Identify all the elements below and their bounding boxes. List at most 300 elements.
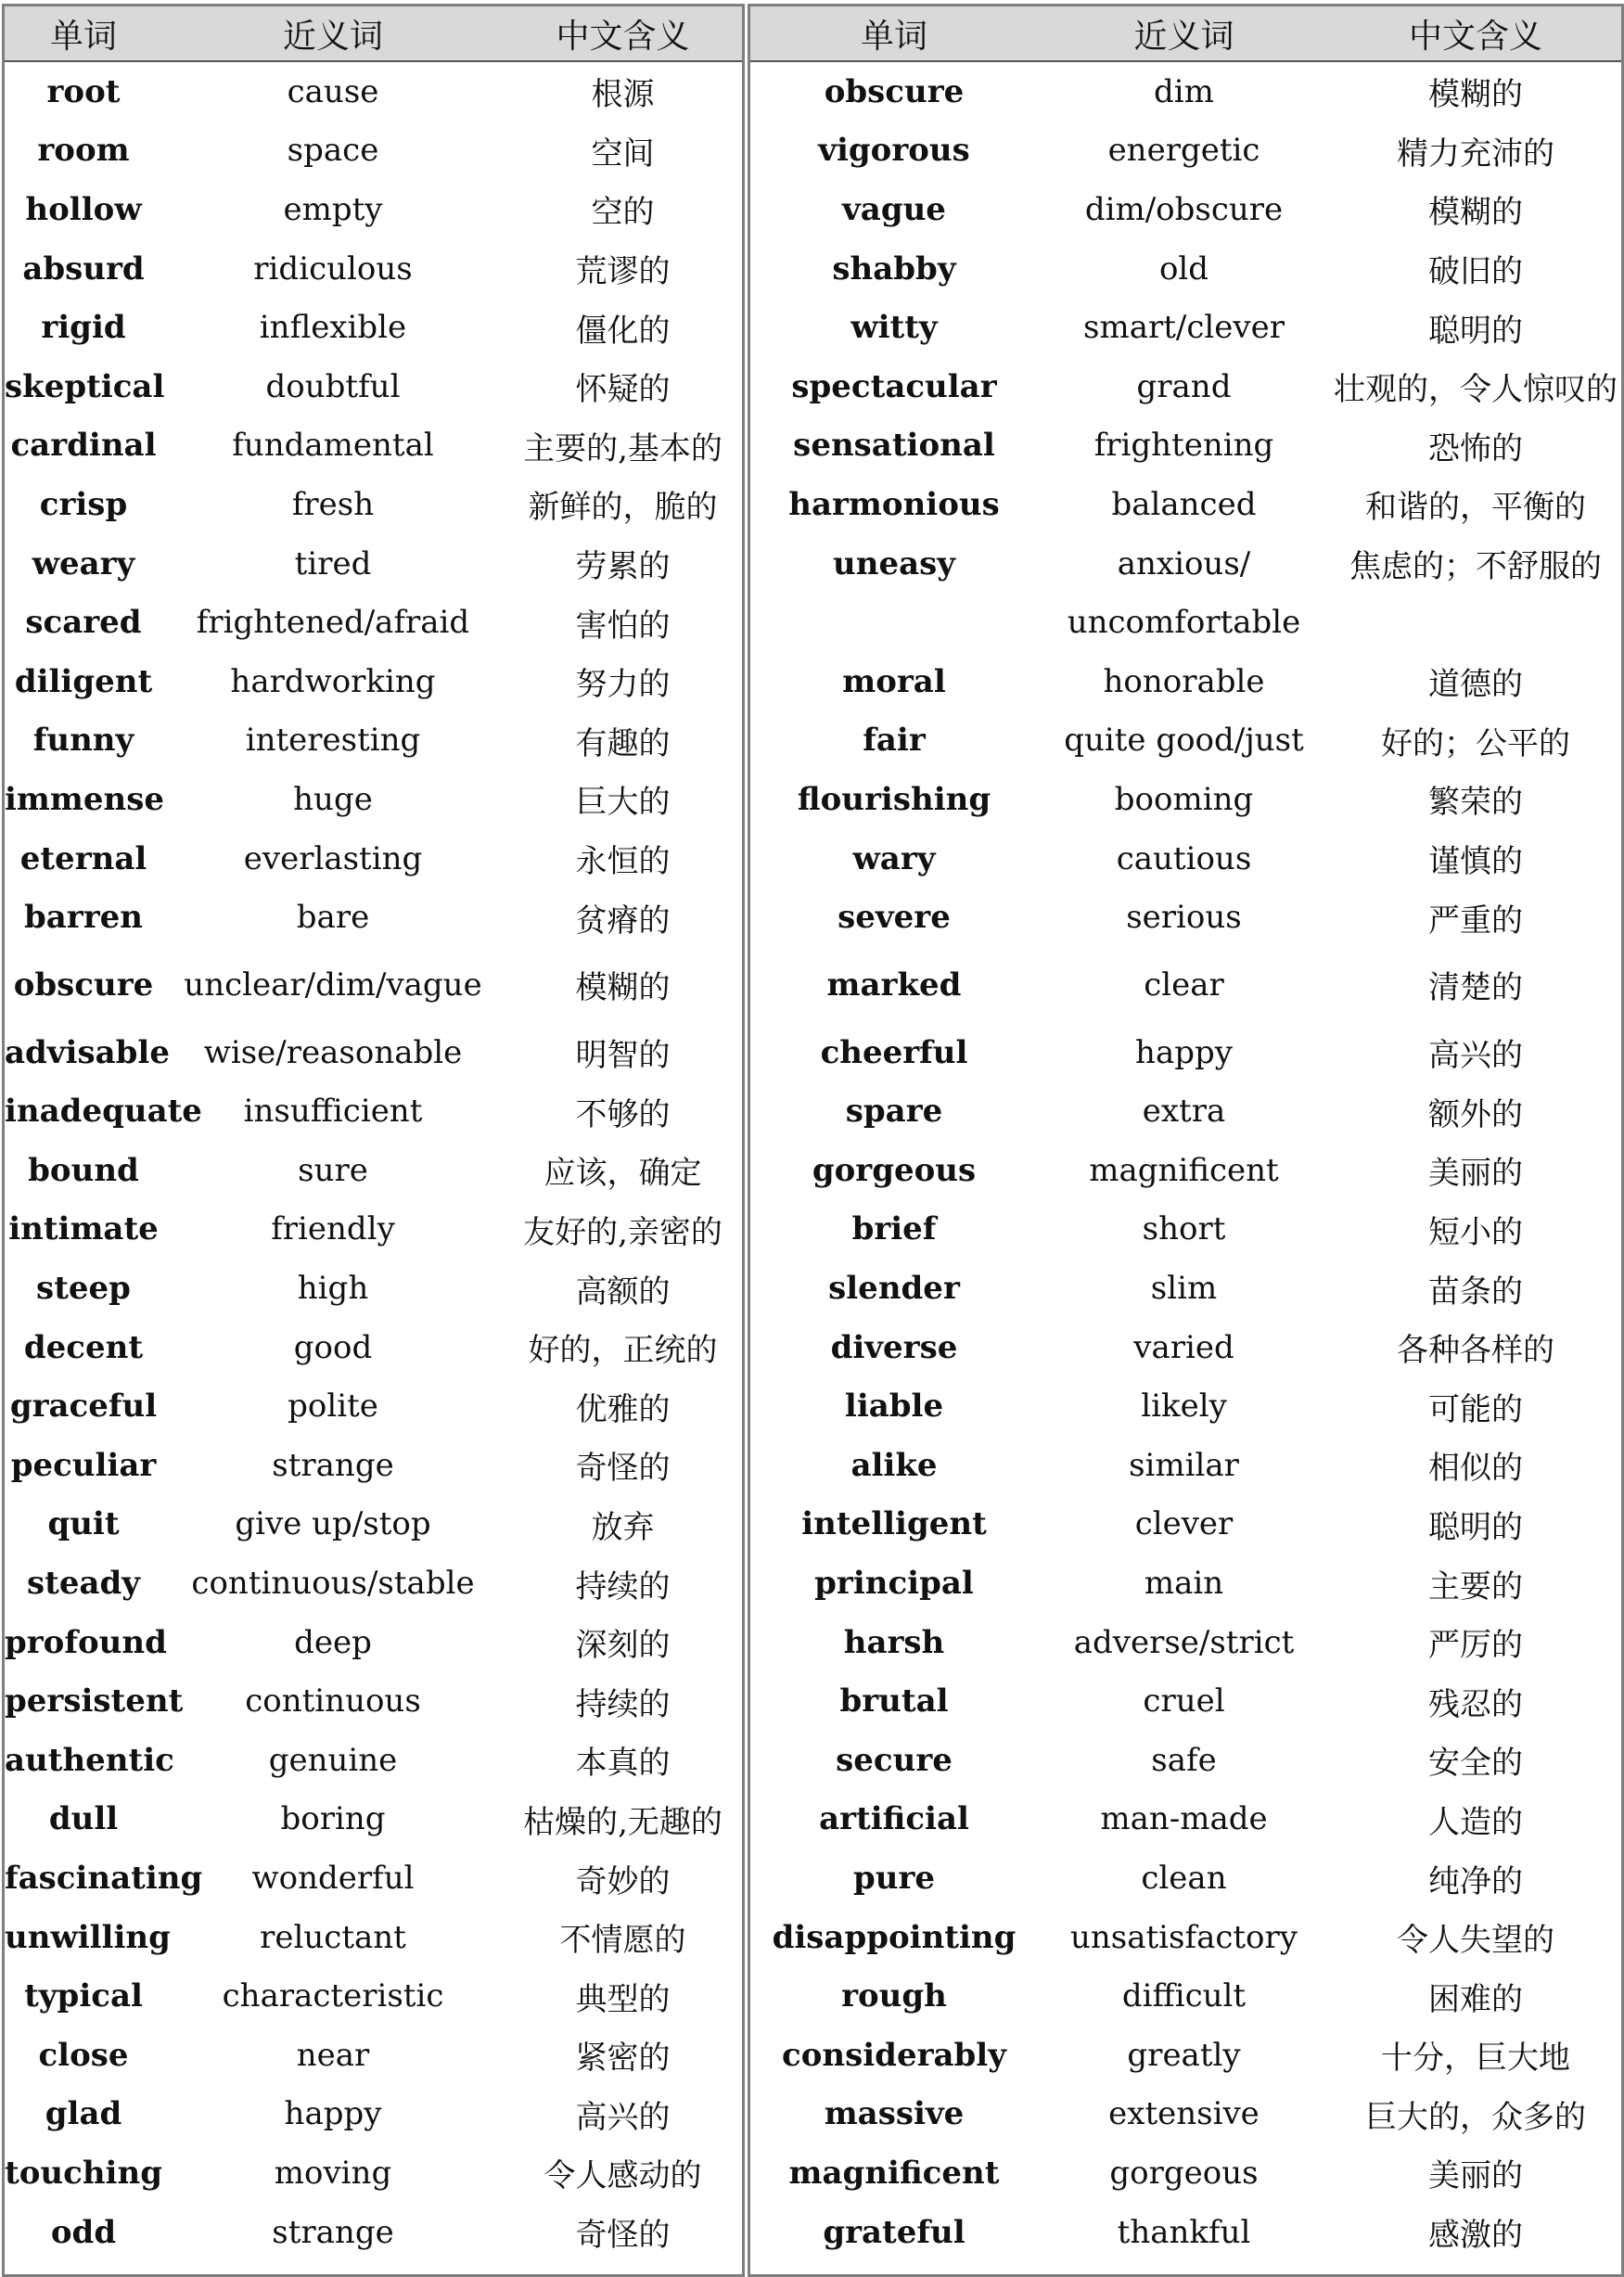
table-row — [5, 1731, 742, 1790]
meaning-cell: 努力的 — [575, 666, 671, 704]
table-row — [750, 1376, 1621, 1436]
meaning-cell: 应该，确定 — [543, 1155, 702, 1193]
meaning-cell: 新鲜的，脆的 — [528, 489, 718, 527]
synonym-cell: empty — [283, 190, 383, 228]
meaning-cell: 空间 — [591, 134, 655, 173]
meaning-cell: 令人感动的 — [543, 2157, 702, 2195]
table-row — [5, 1200, 742, 1260]
synonym-cell: cautious — [1116, 839, 1252, 877]
meaning-cell: 可能的 — [1428, 1390, 1523, 1428]
synonym-cell: space — [287, 132, 379, 170]
meaning-cell: 残忍的 — [1428, 1685, 1523, 1723]
synonym-cell: likely — [1141, 1388, 1227, 1426]
table-row — [5, 416, 742, 476]
table-row — [5, 652, 742, 711]
meaning-cell: 贫瘠的 — [575, 902, 671, 940]
table-row — [750, 1790, 1621, 1849]
word-cell: harsh — [843, 1623, 945, 1661]
meaning-cell: 根源 — [591, 76, 655, 114]
word-cell: artificial — [819, 1800, 969, 1838]
word-cell: spare — [845, 1093, 943, 1131]
word-cell: inadequate — [5, 1093, 202, 1131]
synonym-cell: safe — [1151, 1741, 1217, 1779]
table-row — [750, 2026, 1621, 2085]
word-cell: intelligent — [801, 1505, 987, 1543]
meaning-cell: 劳累的 — [575, 548, 671, 586]
table-row — [5, 888, 742, 947]
meaning-cell: 不够的 — [575, 1095, 671, 1133]
synonym-cell: balanced — [1111, 485, 1257, 523]
table-row — [5, 475, 742, 534]
synonym-cell: man-made — [1100, 1800, 1268, 1838]
word-cell: principal — [814, 1565, 974, 1603]
meaning-cell: 精力充沛的 — [1397, 134, 1554, 173]
meaning-cell: 美丽的 — [1428, 1155, 1523, 1193]
meaning-cell: 奇怪的 — [575, 2217, 671, 2255]
table-row — [5, 122, 742, 181]
synonym-cell: good — [293, 1328, 373, 1366]
meaning-cell: 恐怖的 — [1428, 429, 1523, 467]
word-cell: grateful — [823, 2213, 965, 2251]
table-row — [5, 534, 742, 594]
synonym-cell: short — [1142, 1210, 1226, 1248]
word-cell: persistent — [5, 1682, 184, 1721]
table-row — [5, 2085, 742, 2144]
synonym-cell: energetic — [1107, 132, 1260, 170]
table-row — [5, 1790, 742, 1849]
table-row — [5, 593, 742, 652]
word-cell: rigid — [41, 309, 126, 347]
word-cell: witty — [850, 309, 938, 347]
table-row — [5, 1495, 742, 1554]
table-row — [750, 1318, 1621, 1377]
synonym-cell: give up/stop — [235, 1505, 431, 1543]
table-row — [5, 829, 742, 889]
meaning-cell: 美丽的 — [1428, 2157, 1523, 2195]
table-row — [750, 61, 1621, 122]
table-row — [750, 534, 1621, 594]
word-cell: slender — [828, 1270, 960, 1308]
synonym-cell: huge — [293, 780, 373, 818]
meaning-cell: 繁荣的 — [1428, 784, 1523, 822]
synonym-cell: booming — [1114, 780, 1254, 818]
table-row — [750, 239, 1621, 299]
synonym-cell: polite — [288, 1388, 378, 1426]
header-synonym: 近义词 — [1038, 6, 1330, 61]
synonym-cell: grand — [1136, 367, 1232, 405]
synonym-cell: extensive — [1108, 2095, 1260, 2133]
table-row — [5, 1671, 742, 1731]
meaning-cell: 破旧的 — [1428, 253, 1523, 291]
table-row — [750, 416, 1621, 476]
synonym-cell: sure — [298, 1151, 368, 1189]
synonym-cell: unclear/dim/vague — [184, 966, 482, 1004]
word-cell: diverse — [830, 1328, 958, 1366]
table-row — [750, 1259, 1621, 1318]
word-cell: moral — [842, 662, 946, 700]
table-row — [5, 1141, 742, 1200]
meaning-cell: 令人失望的 — [1397, 1922, 1554, 1960]
table-row — [5, 1554, 742, 1613]
table-row — [5, 2203, 742, 2262]
meaning-cell: 持续的 — [575, 1567, 671, 1605]
synonym-cell: clever — [1134, 1505, 1234, 1543]
meaning-cell: 友好的,亲密的 — [523, 1213, 722, 1251]
table-row — [750, 2143, 1621, 2203]
word-cell: profound — [5, 1623, 167, 1661]
word-cell: scared — [25, 604, 142, 642]
word-cell — [750, 593, 1038, 652]
meaning-cell: 各种各样的 — [1397, 1332, 1554, 1370]
word-cell: flourishing — [797, 780, 991, 818]
word-cell: liable — [844, 1388, 944, 1426]
table-row — [5, 1848, 742, 1908]
word-cell: glad — [45, 2095, 122, 2133]
table-row — [750, 1848, 1621, 1908]
synonym-cell: happy — [1135, 1033, 1233, 1071]
left-table — [5, 6, 742, 2261]
synonym-cell: cruel — [1143, 1682, 1225, 1721]
synonym-cell: main — [1144, 1565, 1224, 1603]
meaning-cell: 清楚的 — [1428, 969, 1523, 1007]
synonym-cell: quite good/just — [1064, 722, 1304, 760]
synonym-cell: ridiculous — [253, 249, 413, 288]
synonym-cell: clear — [1144, 966, 1224, 1004]
meaning-cell: 空的 — [591, 194, 655, 232]
meaning-cell: 高兴的 — [1428, 1037, 1523, 1075]
word-cell: pure — [852, 1860, 936, 1898]
word-cell: brief — [851, 1210, 937, 1248]
table-row — [750, 180, 1621, 239]
word-cell: harmonious — [788, 485, 1000, 523]
word-cell: obscure — [13, 966, 154, 1004]
synonym-cell: tired — [294, 544, 372, 582]
word-cell: room — [37, 132, 130, 170]
meaning-cell: 模糊的 — [1428, 194, 1523, 232]
meaning-cell: 和谐的，平衡的 — [1365, 489, 1586, 527]
meaning-cell: 短小的 — [1428, 1213, 1523, 1251]
word-cell: quit — [47, 1505, 120, 1543]
synonym-cell: gorgeous — [1109, 2154, 1259, 2192]
synonym-cell: characteristic — [222, 1977, 444, 2015]
synonym-cell: unsatisfactory — [1070, 1918, 1298, 1956]
synonym-cell: near — [296, 2036, 370, 2074]
table-row — [750, 298, 1621, 357]
synonym-cell: varied — [1133, 1328, 1234, 1366]
meaning-cell: 相似的 — [1428, 1450, 1523, 1488]
synonym-cell: magnificent — [1089, 1151, 1279, 1189]
meaning-cell: 高额的 — [575, 1273, 671, 1311]
left-header-row — [5, 6, 742, 61]
synonym-cell: dim — [1154, 72, 1214, 110]
header-synonym: 近义词 — [162, 6, 504, 61]
synonym-cell: thankful — [1117, 2213, 1251, 2251]
table-row — [750, 1671, 1621, 1731]
synonym-cell: deep — [294, 1623, 372, 1661]
meaning-cell: 聪明的 — [1428, 312, 1523, 350]
word-cell: fair — [863, 722, 926, 760]
synonym-cell: insufficient — [243, 1093, 423, 1131]
synonym-cell: anxious/ — [1117, 544, 1251, 582]
synonym-cell: everlasting — [243, 839, 423, 877]
table-row — [5, 1259, 742, 1318]
right-vocabulary-table — [748, 4, 1624, 2277]
word-cell: funny — [32, 722, 134, 760]
meaning-cell: 道德的 — [1428, 666, 1523, 704]
word-cell: unwilling — [5, 1918, 171, 1956]
word-cell: dull — [48, 1800, 119, 1838]
table-row — [750, 1023, 1621, 1082]
word-cell: crisp — [39, 485, 128, 523]
meaning-cell: 典型的 — [575, 1980, 671, 2018]
table-row — [750, 829, 1621, 889]
table-row — [5, 1966, 742, 2026]
meaning-cell: 巨大的，众多的 — [1365, 2098, 1586, 2136]
left-vocabulary-table — [2, 4, 745, 2277]
meaning-cell: 严厉的 — [1428, 1627, 1523, 1665]
synonym-cell: bare — [296, 899, 370, 937]
right-table — [750, 6, 1621, 2261]
table-row — [750, 888, 1621, 947]
meaning-cell: 奇妙的 — [575, 1862, 671, 1900]
meaning-cell: 放弃 — [591, 1508, 655, 1546]
meaning-cell: 明智的 — [575, 1037, 671, 1075]
meaning-cell: 模糊的 — [1428, 76, 1523, 114]
word-cell: decent — [23, 1328, 144, 1366]
meaning-cell: 好的，正统的 — [528, 1332, 718, 1370]
table-row — [750, 1613, 1621, 1672]
word-cell: shabby — [832, 249, 956, 288]
table-row — [5, 298, 742, 357]
synonym-cell: dim/obscure — [1084, 190, 1284, 228]
synonym-cell: continuous — [245, 1682, 421, 1721]
word-cell: touching — [5, 2154, 162, 2192]
synonym-cell: clean — [1141, 1860, 1227, 1898]
table-row — [750, 1200, 1621, 1260]
word-cell: skeptical — [5, 367, 165, 405]
word-cell: authentic — [5, 1741, 174, 1779]
synonym-cell: wonderful — [251, 1860, 415, 1898]
word-cell: root — [46, 72, 121, 110]
meaning-cell: 奇怪的 — [575, 1450, 671, 1488]
synonym-cell: old — [1158, 249, 1209, 288]
table-row — [5, 2026, 742, 2085]
word-cell: severe — [838, 899, 951, 937]
synonym-cell: hardworking — [230, 662, 436, 700]
table-row — [750, 1082, 1621, 1142]
word-cell: cheerful — [820, 1033, 968, 1071]
meaning-cell: 困难的 — [1428, 1980, 1523, 2018]
meaning-cell: 紧密的 — [575, 2040, 671, 2078]
word-cell: odd — [50, 2213, 117, 2251]
word-cell: rough — [841, 1977, 947, 2015]
left-table-body — [5, 61, 742, 2261]
table-row — [750, 475, 1621, 534]
meaning-cell: 聪明的 — [1428, 1508, 1523, 1546]
meaning-cell: 怀疑的 — [575, 371, 671, 409]
meaning-cell: 巨大的 — [575, 784, 671, 822]
word-cell: close — [38, 2036, 129, 2074]
header-word: 单词 — [750, 6, 1038, 61]
word-cell: gorgeous — [812, 1151, 977, 1189]
synonym-cell: reluctant — [260, 1918, 406, 1956]
synonym-cell: difficult — [1121, 1977, 1247, 2015]
meaning-cell: 高兴的 — [575, 2098, 671, 2136]
meaning-cell: 焦虑的；不舒服的 — [1349, 548, 1602, 586]
table-row — [750, 593, 1621, 652]
table-row — [5, 1023, 742, 1082]
table-row — [5, 2143, 742, 2203]
word-cell: barren — [24, 899, 143, 937]
table-row — [750, 2085, 1621, 2144]
word-cell: steep — [36, 1270, 131, 1308]
meaning-cell: 不情愿的 — [559, 1922, 686, 1960]
table-row — [5, 711, 742, 771]
synonym-cell: adverse/strict — [1073, 1623, 1295, 1661]
word-cell: fascinating — [5, 1860, 203, 1898]
word-cell: advisable — [5, 1033, 170, 1071]
right-table-body — [750, 61, 1621, 2261]
synonym-cell: uncomfortable — [1067, 604, 1301, 642]
right-header-row — [750, 6, 1621, 61]
synonym-cell: fresh — [291, 485, 375, 523]
table-row — [5, 1436, 742, 1495]
synonym-cell: happy — [284, 2095, 382, 2133]
meaning-cell: 深刻的 — [575, 1627, 671, 1665]
synonym-cell: frightened/afraid — [196, 604, 470, 642]
meaning-cell: 十分，巨大地 — [1381, 2040, 1570, 2078]
word-cell: graceful — [9, 1388, 158, 1426]
table-row — [750, 122, 1621, 181]
synonym-cell: genuine — [268, 1741, 398, 1779]
synonym-cell: smart/clever — [1083, 309, 1285, 347]
meaning-cell: 纯净的 — [1428, 1862, 1523, 1900]
header-word: 单词 — [5, 6, 162, 61]
synonym-cell: strange — [272, 1446, 394, 1484]
table-row — [750, 1966, 1621, 2026]
word-cell: diligent — [14, 662, 153, 700]
table-row — [750, 711, 1621, 771]
synonym-cell: boring — [280, 1800, 386, 1838]
table-row — [5, 357, 742, 416]
synonym-cell: frightening — [1093, 427, 1274, 465]
word-cell: weary — [32, 544, 135, 582]
word-cell: typical — [24, 1977, 143, 2015]
word-cell: secure — [836, 1741, 953, 1779]
word-cell: brutal — [839, 1682, 949, 1721]
synonym-cell: friendly — [271, 1210, 395, 1248]
synonym-cell: doubtful — [265, 367, 401, 405]
table-row — [750, 1554, 1621, 1613]
meaning-cell: 主要的 — [1428, 1567, 1523, 1605]
word-cell: vague — [842, 190, 946, 228]
header-meaning: 中文含义 — [1330, 6, 1621, 61]
synonym-cell: high — [297, 1270, 369, 1308]
synonym-cell: similar — [1129, 1446, 1239, 1484]
word-cell: magnificent — [788, 2154, 1000, 2192]
table-row — [750, 357, 1621, 416]
word-cell: disappointing — [772, 1918, 1017, 1956]
meaning-cell: 本真的 — [575, 1745, 671, 1783]
word-cell: eternal — [19, 839, 147, 877]
meaning-cell: 有趣的 — [575, 724, 671, 762]
meaning-cell: 僵化的 — [575, 312, 671, 350]
synonym-cell: moving — [274, 2154, 392, 2192]
synonym-cell: interesting — [245, 722, 421, 760]
meaning-cell: 永恒的 — [575, 843, 671, 881]
word-cell: sensational — [793, 427, 995, 465]
table-row — [750, 1495, 1621, 1554]
word-cell: peculiar — [10, 1446, 157, 1484]
meaning-cell: 模糊的 — [575, 969, 671, 1007]
meaning-cell: 荒谬的 — [575, 253, 671, 291]
table-row — [5, 1613, 742, 1672]
word-cell: wary — [852, 839, 936, 877]
table-row — [750, 1141, 1621, 1200]
table-row — [5, 1376, 742, 1436]
meaning-cell: 额外的 — [1428, 1095, 1523, 1133]
meaning-cell: 谨慎的 — [1428, 843, 1523, 881]
word-cell: intimate — [8, 1210, 159, 1248]
table-row — [750, 1436, 1621, 1495]
word-cell: obscure — [824, 72, 965, 110]
meaning-cell: 好的；公平的 — [1381, 724, 1570, 762]
synonym-cell: greatly — [1127, 2036, 1241, 2074]
table-row — [5, 947, 742, 1023]
word-cell: massive — [824, 2095, 965, 2133]
synonym-cell: cause — [287, 72, 379, 110]
table-row — [5, 1318, 742, 1377]
table-row — [5, 239, 742, 299]
table-row — [750, 770, 1621, 829]
table-row — [750, 652, 1621, 711]
header-meaning: 中文含义 — [504, 6, 742, 61]
word-cell: absurd — [22, 249, 145, 288]
word-cell: steady — [26, 1565, 141, 1603]
word-cell: alike — [850, 1446, 938, 1484]
word-cell: hollow — [25, 190, 142, 228]
synonym-cell: strange — [272, 2213, 394, 2251]
word-cell: marked — [826, 966, 962, 1004]
meaning-cell: 害怕的 — [575, 607, 671, 645]
word-cell: immense — [5, 780, 164, 818]
word-cell: considerably — [782, 2036, 1006, 2074]
meaning-cell: 主要的,基本的 — [523, 429, 722, 467]
table-row — [5, 61, 742, 122]
table-row — [5, 1908, 742, 1967]
table-row — [750, 1731, 1621, 1790]
meaning-cell: 严重的 — [1428, 902, 1523, 940]
synonym-cell: continuous/stable — [191, 1565, 475, 1603]
table-row — [5, 770, 742, 829]
word-cell: spectacular — [791, 367, 997, 405]
meaning-cell: 优雅的 — [575, 1390, 671, 1428]
synonym-cell: wise/reasonable — [203, 1033, 463, 1071]
synonym-cell: serious — [1126, 899, 1242, 937]
meaning-cell: 人造的 — [1428, 1803, 1523, 1841]
meaning-cell: 苗条的 — [1428, 1273, 1523, 1311]
table-row — [750, 2203, 1621, 2262]
synonym-cell: slim — [1150, 1270, 1218, 1308]
synonym-cell: fundamental — [232, 427, 434, 465]
meaning-cell: 枯燥的,无趣的 — [523, 1803, 722, 1841]
meaning-cell: 感激的 — [1428, 2217, 1523, 2255]
table-row — [5, 180, 742, 239]
word-cell: uneasy — [833, 544, 955, 582]
meaning-cell: 安全的 — [1428, 1745, 1523, 1783]
table-row — [5, 1082, 742, 1142]
table-row — [750, 1908, 1621, 1967]
